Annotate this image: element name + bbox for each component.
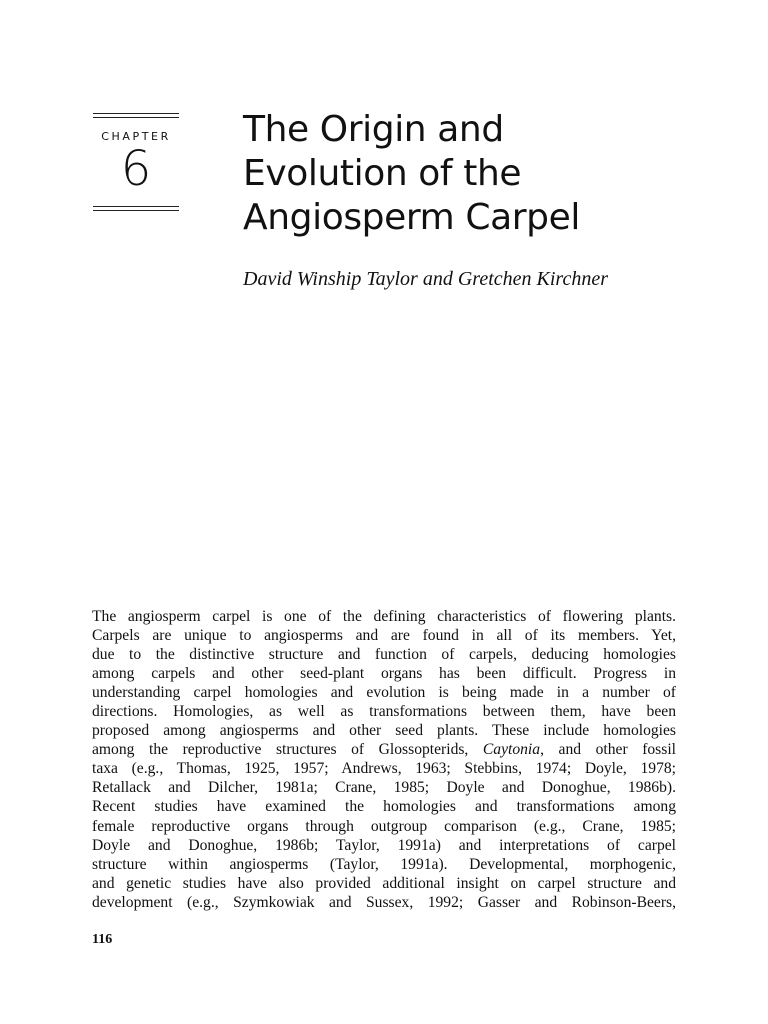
- title-line: The Origin and: [243, 109, 504, 150]
- body-paragraph: [92, 607, 676, 912]
- text-line: and genetic studies have also provided additional insight on carpel structure and: [92, 874, 676, 892]
- italic-term: Caytonia: [482, 741, 541, 759]
- text-line: directions. Homologies, as well as transformations between them, have been: [92, 703, 676, 721]
- text-line: female reproductive organs through outgroup comparison (e.g., Crane, 1985;: [92, 817, 676, 835]
- text-line: Retallack and Dilcher, 1981a; Crane, 1985; Doyle and Donoghue, 1986b).: [92, 779, 676, 797]
- text-line: development (e.g., Szymkowiak and Sussex, 1992; Gasser and Robinson-Beers,: [92, 893, 676, 911]
- chapter-rule-top-inner: [93, 117, 179, 118]
- text-segment: , and other fossil: [540, 741, 676, 759]
- text-line: The angiosperm carpel is one of the defining characteristics of flowering plants.: [92, 608, 676, 625]
- chapter-title: [243, 108, 723, 240]
- page-number: 116: [92, 932, 113, 947]
- text-line: Recent studies have examined the homologies and transformations among: [92, 798, 676, 816]
- title-line: Angiosperm Carpel: [243, 197, 580, 238]
- text-segment: among the reproductive structures of Glossopterids,: [92, 741, 483, 759]
- text-line: Doyle and Donoghue, 1986b; Taylor, 1991a) and interpretations of carpel: [92, 836, 676, 854]
- text-line: understanding carpel homologies and evolution is being made in a number of: [92, 684, 676, 702]
- text-line: among carpels and other seed-plant organs has been difficult. Progress in: [92, 665, 676, 683]
- text-line: Carpels are unique to angiosperms and are found in all of its members. Yet,: [92, 627, 676, 645]
- text-line: structure within angiosperms (Taylor, 1991a). Developmental, morphogenic,: [92, 855, 676, 873]
- chapter-authors: David Winship Taylor and Gretchen Kirchner: [243, 268, 608, 290]
- chapter-number: 6: [120, 141, 152, 197]
- title-line: Evolution of the: [243, 153, 522, 194]
- text-line: proposed among angiosperms and other seed plants. These include homologies: [92, 722, 676, 740]
- text-line: due to the distinctive structure and function of carpels, deducing homologies: [92, 646, 676, 664]
- text-line: taxa (e.g., Thomas, 1925, 1957; Andrews, 1963; Stebbins, 1974; Doyle, 1978;: [92, 760, 676, 778]
- chapter-label: CHAPTER: [101, 130, 171, 143]
- text-line-with-italic: [92, 740, 676, 759]
- chapter-rule-top: [93, 113, 179, 114]
- chapter-rule-bottom: [93, 210, 179, 211]
- chapter-rule-bottom-inner: [93, 206, 179, 207]
